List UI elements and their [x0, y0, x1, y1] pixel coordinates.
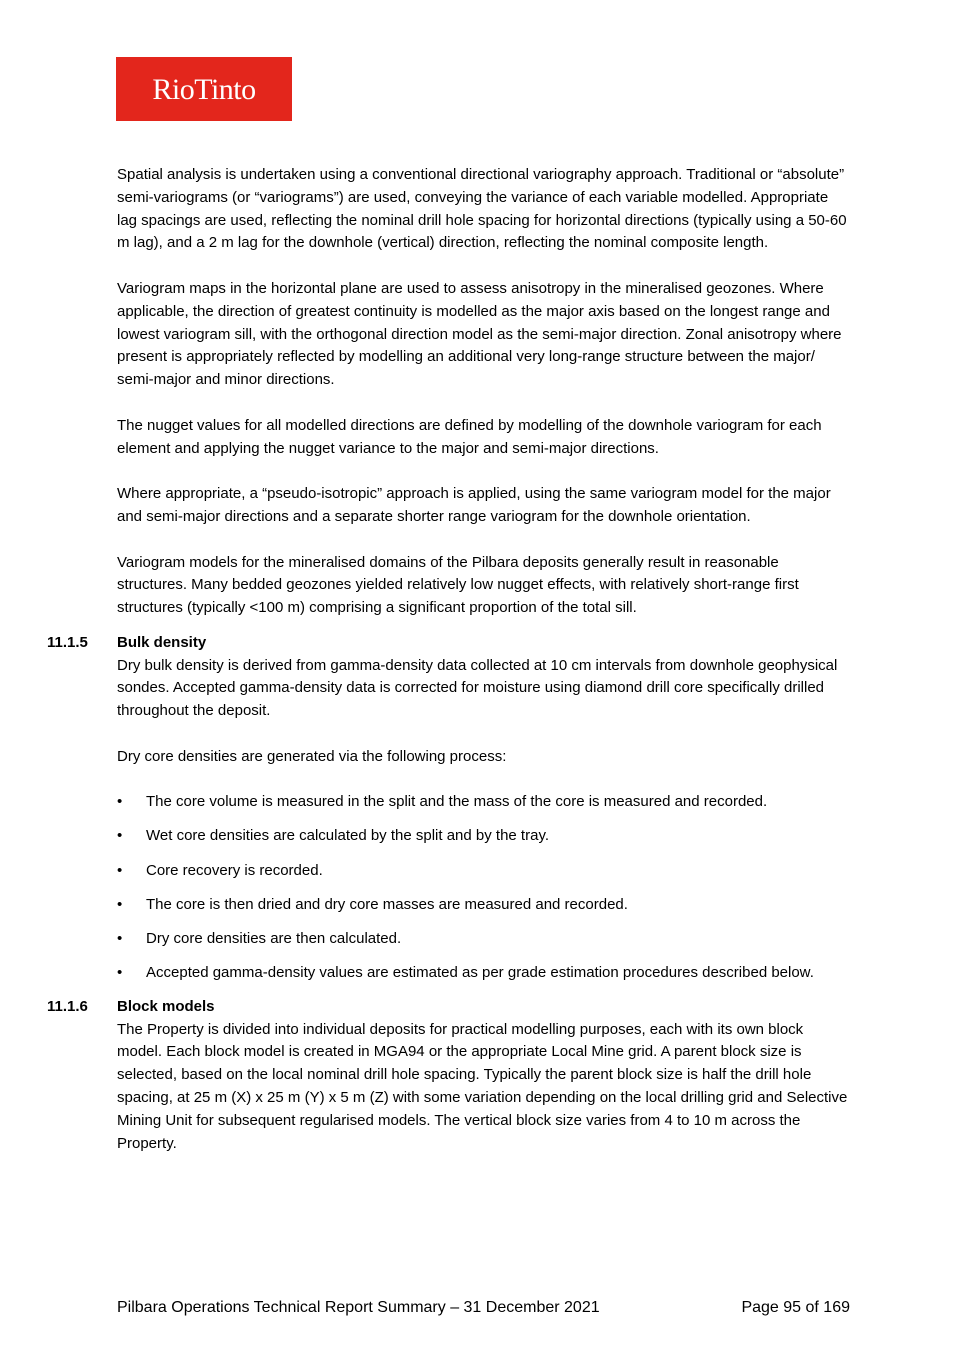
intro-paragraph-2: Variogram maps in the horizontal plane are used to assess anisotropy in the mineralised geozones. Where applicable, the direction of greatest continuity is modelled as the major axis based on the longest range and lowest variogram sill, with the orthogonal direction model as the semi-major direction. Zonal anisotropy where present is appropriately reflected by modelling an additional very long-range structure between the major/ semi-major and minor directions. [117, 279, 842, 389]
process-bullet-list [117, 791, 852, 984]
section-number: 11.1.6 [47, 997, 88, 1015]
list-item [117, 791, 852, 814]
bullet-icon: • [117, 861, 123, 879]
list-item [117, 860, 852, 883]
list-item-text: Accepted gamma-density values are estimated as per grade estimation procedures described below. [146, 963, 814, 981]
rio-tinto-logo [116, 57, 292, 121]
bulk-density-paragraph-2: Dry core densities are generated via the following process: [117, 747, 507, 765]
bullet-icon: • [117, 827, 123, 845]
bulk-density-paragraph-1: Dry bulk density is derived from gamma-density data collected at 10 cm intervals from downhole geophysical sondes. Accepted gamma-density data is corrected for moisture using diamond drill core specifically drilled throughout the deposit. [117, 656, 838, 720]
page-footer [117, 1299, 850, 1317]
list-item-text: The core is then dried and dry core masses are measured and recorded. [146, 895, 628, 913]
list-item [117, 962, 852, 985]
section-bulk-density [47, 632, 852, 985]
list-item [117, 894, 852, 917]
bullet-icon: • [117, 929, 123, 947]
intro-paragraph-3: The nugget values for all modelled directions are defined by modelling of the downhole variogram for each element and applying the nugget variance to the major and semi-major directions. [117, 416, 822, 457]
section-number: 11.1.5 [47, 633, 88, 651]
list-item-text: Dry core densities are then calculated. [146, 929, 402, 947]
section-title: Bulk density [117, 633, 207, 651]
list-item-text: Wet core densities are calculated by the split and by the tray. [146, 827, 549, 845]
logo-text: RioTinto [152, 73, 256, 106]
bullet-icon: • [117, 963, 123, 981]
section-block-models [47, 996, 852, 1156]
section-title: Block models [117, 997, 215, 1015]
bullet-icon: • [117, 895, 123, 913]
list-item [117, 928, 852, 951]
footer-report-title: Pilbara Operations Technical Report Summary – 31 December 2021 [117, 1299, 600, 1316]
list-item-text: Core recovery is recorded. [146, 861, 323, 879]
document-body [47, 164, 852, 1155]
list-item [117, 825, 852, 848]
list-item-text: The core volume is measured in the split and the mass of the core is measured and recorded. [146, 793, 768, 811]
bullet-icon: • [117, 793, 123, 811]
block-models-paragraph: The Property is divided into individual deposits for practical modelling purposes, each with its own block model. Each block model is created in MGA94 or the appropriate Local Mine grid. A parent block size is selected, based on the local nominal drill hole spacing. Typically the parent block size is half the drill hole spacing, at 25 m (X) x 25 m (Y) x 5 m (Z) with some variation depending on the local drilling grid and Selective Mining Unit for subsequent regularised models. The vertical block size varies from 4 to 10 m across the Property. [117, 1020, 848, 1152]
intro-paragraph-1: Spatial analysis is undertaken using a conventional directional variography approach. Traditional or “absolute” semi-variograms (or “variograms”) are used, conveying the variance of each variable modelled. Appropriate lag spacings are used, reflecting the nominal drill hole spacing for horizontal directions (typically using a 50-60 m lag), and a 2 m lag for the downhole (vertical) direction, reflecting the nominal composite length. [117, 166, 847, 252]
intro-paragraph-5: Variogram models for the mineralised domains of the Pilbara deposits generally result in reasonable structures. Many bedded geozones yielded relatively low nugget effects, with relatively short-range first structures (typically <100 m) comprising a significant proportion of the total sill. [117, 553, 799, 617]
footer-page-number: Page 95 of 169 [741, 1299, 850, 1316]
intro-paragraph-4: Where appropriate, a “pseudo-isotropic” approach is applied, using the same variogram model for the major and semi-major directions and a separate shorter range variogram for the downhole orientation. [117, 485, 831, 525]
